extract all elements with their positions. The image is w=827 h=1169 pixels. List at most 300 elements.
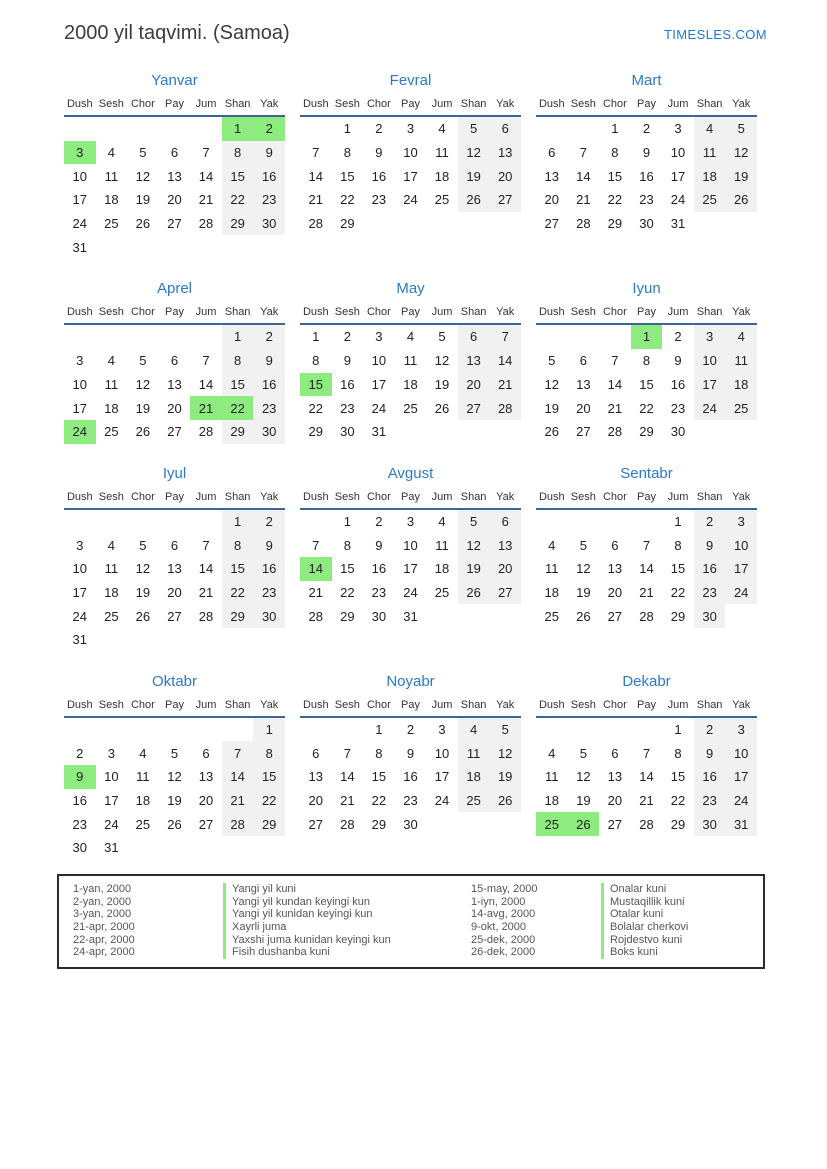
day-cell[interactable]: 20 bbox=[576, 400, 591, 416]
day-cell[interactable]: 21 bbox=[308, 584, 324, 600]
day-cell[interactable]: 7 bbox=[489, 324, 521, 349]
day-cell[interactable]: 14 bbox=[340, 769, 355, 785]
day-cell[interactable]: 26 bbox=[135, 216, 151, 232]
day-cell[interactable]: 24 bbox=[72, 608, 88, 624]
day-cell[interactable]: 3 bbox=[76, 353, 84, 369]
day-cell[interactable]: 24 bbox=[403, 192, 418, 208]
day-cell[interactable]: 8 bbox=[222, 533, 254, 557]
day-cell[interactable]: 10 bbox=[72, 168, 88, 184]
day-cell[interactable]: 31 bbox=[670, 216, 686, 232]
day-cell[interactable]: 25 bbox=[104, 216, 119, 232]
day-cell[interactable]: 20 bbox=[167, 400, 182, 416]
day-cell[interactable]: 31 bbox=[371, 424, 387, 440]
day-cell[interactable]: 5 bbox=[579, 537, 587, 553]
day-cell[interactable]: 14 bbox=[308, 168, 324, 184]
day-cell[interactable]: 1 bbox=[611, 121, 619, 137]
day-cell[interactable]: 2 bbox=[642, 121, 651, 137]
day-cell[interactable]: 26 bbox=[544, 424, 560, 440]
day-cell[interactable]: 24 bbox=[434, 793, 450, 809]
day-cell[interactable]: 9 bbox=[253, 533, 285, 557]
day-cell[interactable]: 27 bbox=[198, 816, 214, 832]
day-cell[interactable]: 29 bbox=[639, 424, 654, 440]
day-cell[interactable]: 9 bbox=[253, 349, 285, 373]
day-cell[interactable]: 27 bbox=[458, 396, 490, 420]
day-cell[interactable]: 19 bbox=[576, 793, 591, 809]
day-cell[interactable]: 22 bbox=[340, 192, 355, 208]
day-cell[interactable]: 4 bbox=[107, 353, 115, 369]
day-cell[interactable]: 22 bbox=[639, 400, 654, 416]
day-cell[interactable]: 7 bbox=[312, 537, 320, 553]
day-cell[interactable]: 8 bbox=[674, 537, 682, 553]
day-cell[interactable]: 4 bbox=[107, 537, 115, 553]
day-cell[interactable]: 24 bbox=[670, 192, 686, 208]
day-cell[interactable]: 10 bbox=[72, 561, 88, 577]
day-cell[interactable]: 6 bbox=[611, 745, 619, 761]
day-cell[interactable]: 14 bbox=[198, 561, 214, 577]
day-cell[interactable]: 15 bbox=[670, 769, 686, 785]
day-cell[interactable]: 29 bbox=[222, 420, 254, 444]
day-cell[interactable]: 28 bbox=[308, 216, 324, 232]
day-cell[interactable]: 25 bbox=[536, 812, 568, 836]
day-cell[interactable]: 1 bbox=[222, 509, 254, 534]
day-cell[interactable]: 3 bbox=[725, 509, 757, 534]
day-cell[interactable]: 11 bbox=[104, 376, 119, 392]
day-cell[interactable]: 24 bbox=[694, 396, 726, 420]
day-cell[interactable]: 22 bbox=[607, 192, 623, 208]
day-cell[interactable]: 8 bbox=[253, 741, 285, 765]
day-cell[interactable]: 30 bbox=[72, 840, 88, 856]
day-cell[interactable]: 5 bbox=[139, 145, 147, 161]
month-title[interactable]: Iyul bbox=[162, 464, 187, 482]
day-cell[interactable]: 11 bbox=[435, 537, 449, 553]
day-cell[interactable]: 11 bbox=[136, 769, 150, 785]
day-cell[interactable]: 30 bbox=[253, 420, 285, 444]
day-cell[interactable]: 22 bbox=[222, 188, 254, 212]
day-cell[interactable]: 7 bbox=[579, 145, 587, 161]
day-cell[interactable]: 7 bbox=[642, 745, 651, 761]
day-cell[interactable]: 29 bbox=[371, 816, 387, 832]
day-cell[interactable]: 18 bbox=[403, 376, 418, 392]
day-cell[interactable]: 13 bbox=[576, 376, 591, 392]
day-cell[interactable]: 3 bbox=[694, 324, 726, 349]
day-cell[interactable]: 10 bbox=[403, 537, 418, 553]
day-cell[interactable]: 10 bbox=[694, 349, 726, 373]
day-cell[interactable]: 6 bbox=[170, 145, 179, 161]
day-cell[interactable]: 16 bbox=[371, 168, 387, 184]
day-cell[interactable]: 23 bbox=[403, 793, 418, 809]
day-cell[interactable]: 5 bbox=[438, 329, 446, 345]
day-cell[interactable]: 20 bbox=[489, 164, 521, 188]
day-cell[interactable]: 27 bbox=[167, 216, 182, 232]
day-cell[interactable]: 17 bbox=[403, 168, 418, 184]
day-cell[interactable]: 3 bbox=[107, 745, 115, 761]
day-cell[interactable]: 29 bbox=[253, 812, 285, 836]
day-cell[interactable]: 29 bbox=[340, 608, 355, 624]
day-cell[interactable]: 10 bbox=[725, 533, 757, 557]
day-cell[interactable]: 9 bbox=[253, 141, 285, 165]
day-cell[interactable]: 3 bbox=[406, 121, 415, 137]
day-cell[interactable]: 4 bbox=[548, 745, 556, 761]
day-cell[interactable]: 8 bbox=[312, 353, 320, 369]
day-cell[interactable]: 29 bbox=[670, 608, 686, 624]
day-cell[interactable]: 2 bbox=[375, 121, 383, 137]
day-cell[interactable]: 3 bbox=[375, 329, 383, 345]
day-cell[interactable]: 27 bbox=[576, 424, 591, 440]
day-cell[interactable]: 18 bbox=[434, 561, 450, 577]
day-cell[interactable]: 20 bbox=[544, 192, 560, 208]
day-cell[interactable]: 23 bbox=[371, 192, 387, 208]
day-cell[interactable]: 26 bbox=[458, 581, 490, 605]
day-cell[interactable]: 26 bbox=[135, 424, 151, 440]
day-cell[interactable]: 27 bbox=[167, 424, 182, 440]
day-cell[interactable]: 13 bbox=[607, 561, 623, 577]
day-cell[interactable]: 5 bbox=[725, 116, 757, 141]
day-cell[interactable]: 15 bbox=[340, 168, 355, 184]
day-cell[interactable]: 11 bbox=[435, 145, 449, 161]
day-cell[interactable]: 26 bbox=[434, 400, 450, 416]
day-cell[interactable]: 5 bbox=[139, 353, 147, 369]
day-cell[interactable]: 20 bbox=[198, 793, 214, 809]
day-cell[interactable]: 6 bbox=[489, 509, 521, 534]
day-cell[interactable]: 10 bbox=[725, 741, 757, 765]
day-cell[interactable]: 16 bbox=[694, 557, 726, 581]
day-cell[interactable]: 12 bbox=[434, 353, 450, 369]
day-cell[interactable]: 9 bbox=[694, 533, 726, 557]
day-cell[interactable]: 13 bbox=[544, 168, 560, 184]
day-cell[interactable]: 31 bbox=[104, 840, 119, 856]
day-cell[interactable]: 24 bbox=[72, 216, 88, 232]
day-cell[interactable]: 1 bbox=[222, 116, 254, 141]
day-cell[interactable]: 2 bbox=[76, 745, 84, 761]
day-cell[interactable]: 11 bbox=[545, 769, 559, 785]
day-cell[interactable]: 25 bbox=[694, 188, 726, 212]
day-cell[interactable]: 24 bbox=[403, 584, 418, 600]
day-cell[interactable]: 4 bbox=[438, 513, 446, 529]
day-cell[interactable]: 14 bbox=[639, 561, 654, 577]
day-cell[interactable]: 27 bbox=[308, 816, 324, 832]
day-cell[interactable]: 9 bbox=[375, 145, 383, 161]
day-cell[interactable]: 24 bbox=[371, 400, 387, 416]
day-cell[interactable]: 4 bbox=[139, 745, 147, 761]
day-cell[interactable]: 14 bbox=[639, 769, 654, 785]
day-cell[interactable]: 11 bbox=[104, 561, 119, 577]
day-cell[interactable]: 17 bbox=[72, 400, 88, 416]
day-cell[interactable]: 7 bbox=[202, 145, 210, 161]
day-cell[interactable]: 2 bbox=[343, 329, 351, 345]
day-cell[interactable]: 6 bbox=[202, 745, 210, 761]
day-cell[interactable]: 25 bbox=[403, 400, 418, 416]
day-cell[interactable]: 30 bbox=[403, 816, 418, 832]
day-cell[interactable]: 30 bbox=[340, 424, 355, 440]
day-cell[interactable]: 3 bbox=[64, 141, 96, 165]
day-cell[interactable]: 6 bbox=[458, 324, 490, 349]
day-cell[interactable]: 31 bbox=[403, 608, 418, 624]
day-cell[interactable]: 30 bbox=[694, 604, 726, 628]
month-title[interactable]: May bbox=[396, 280, 425, 298]
day-cell[interactable]: 23 bbox=[253, 581, 285, 605]
day-cell[interactable]: 9 bbox=[674, 353, 682, 369]
day-cell[interactable]: 28 bbox=[639, 608, 654, 624]
day-cell[interactable]: 12 bbox=[725, 141, 757, 165]
day-cell[interactable]: 13 bbox=[167, 168, 182, 184]
day-cell[interactable]: 9 bbox=[375, 537, 383, 553]
day-cell[interactable]: 16 bbox=[253, 373, 285, 397]
day-cell[interactable]: 25 bbox=[135, 816, 151, 832]
day-cell[interactable]: 27 bbox=[489, 581, 521, 605]
day-cell[interactable]: 13 bbox=[607, 769, 623, 785]
day-cell[interactable]: 20 bbox=[607, 793, 623, 809]
day-cell[interactable]: 26 bbox=[568, 812, 600, 836]
day-cell[interactable]: 1 bbox=[222, 324, 254, 349]
day-cell[interactable]: 1 bbox=[674, 513, 682, 529]
day-cell[interactable]: 4 bbox=[694, 116, 726, 141]
day-cell[interactable]: 14 bbox=[300, 557, 332, 581]
day-cell[interactable]: 2 bbox=[253, 324, 285, 349]
day-cell[interactable]: 9 bbox=[64, 765, 96, 789]
day-cell[interactable]: 30 bbox=[253, 212, 285, 236]
day-cell[interactable]: 27 bbox=[607, 816, 623, 832]
day-cell[interactable]: 26 bbox=[489, 789, 521, 813]
day-cell[interactable]: 21 bbox=[222, 789, 254, 813]
day-cell[interactable]: 12 bbox=[167, 769, 182, 785]
day-cell[interactable]: 21 bbox=[190, 396, 222, 420]
day-cell[interactable]: 29 bbox=[670, 816, 686, 832]
day-cell[interactable]: 11 bbox=[403, 353, 418, 369]
day-cell[interactable]: 12 bbox=[458, 141, 490, 165]
day-cell[interactable]: 19 bbox=[135, 192, 151, 208]
day-cell[interactable]: 25 bbox=[725, 396, 757, 420]
day-cell[interactable]: 8 bbox=[642, 353, 651, 369]
day-cell[interactable]: 28 bbox=[576, 216, 591, 232]
day-cell[interactable]: 7 bbox=[611, 353, 619, 369]
day-cell[interactable]: 12 bbox=[458, 533, 490, 557]
day-cell[interactable]: 21 bbox=[198, 192, 214, 208]
day-cell[interactable]: 10 bbox=[72, 376, 88, 392]
day-cell[interactable]: 16 bbox=[253, 164, 285, 188]
day-cell[interactable]: 18 bbox=[104, 400, 119, 416]
day-cell[interactable]: 2 bbox=[406, 722, 415, 738]
day-cell[interactable]: 17 bbox=[403, 561, 418, 577]
day-cell[interactable]: 16 bbox=[340, 376, 355, 392]
day-cell[interactable]: 21 bbox=[308, 192, 324, 208]
site-link[interactable]: TIMESLES.COM bbox=[663, 27, 767, 42]
day-cell[interactable]: 13 bbox=[489, 533, 521, 557]
day-cell[interactable]: 29 bbox=[222, 604, 254, 628]
day-cell[interactable]: 16 bbox=[253, 557, 285, 581]
day-cell[interactable]: 26 bbox=[725, 188, 757, 212]
day-cell[interactable]: 11 bbox=[694, 141, 726, 165]
month-title[interactable]: Sentabr bbox=[620, 464, 673, 482]
day-cell[interactable]: 20 bbox=[607, 584, 623, 600]
day-cell[interactable]: 15 bbox=[639, 376, 654, 392]
day-cell[interactable]: 21 bbox=[607, 400, 623, 416]
day-cell[interactable]: 19 bbox=[434, 376, 450, 392]
day-cell[interactable]: 19 bbox=[135, 584, 151, 600]
day-cell[interactable]: 4 bbox=[458, 717, 490, 742]
day-cell[interactable]: 5 bbox=[458, 116, 490, 141]
day-cell[interactable]: 18 bbox=[694, 164, 726, 188]
day-cell[interactable]: 6 bbox=[489, 116, 521, 141]
month-title[interactable]: Mart bbox=[631, 72, 662, 89]
day-cell[interactable]: 12 bbox=[135, 561, 151, 577]
day-cell[interactable]: 7 bbox=[202, 353, 210, 369]
day-cell[interactable]: 25 bbox=[434, 584, 450, 600]
day-cell[interactable]: 12 bbox=[576, 561, 591, 577]
day-cell[interactable]: 5 bbox=[489, 717, 521, 742]
month-title[interactable]: Noyabr bbox=[386, 672, 435, 690]
day-cell[interactable]: 18 bbox=[544, 584, 560, 600]
day-cell[interactable]: 2 bbox=[694, 509, 726, 534]
day-cell[interactable]: 21 bbox=[340, 793, 355, 809]
day-cell[interactable]: 30 bbox=[670, 424, 686, 440]
day-cell[interactable]: 20 bbox=[167, 192, 182, 208]
day-cell[interactable]: 1 bbox=[343, 513, 351, 529]
day-cell[interactable]: 16 bbox=[670, 376, 686, 392]
day-cell[interactable]: 3 bbox=[76, 537, 84, 553]
day-cell[interactable]: 16 bbox=[72, 793, 88, 809]
day-cell[interactable]: 2 bbox=[694, 717, 726, 742]
day-cell[interactable]: 28 bbox=[198, 216, 214, 232]
day-cell[interactable]: 8 bbox=[611, 145, 619, 161]
day-cell[interactable]: 25 bbox=[104, 424, 119, 440]
month-title[interactable]: Dekabr bbox=[622, 672, 671, 690]
day-cell[interactable]: 19 bbox=[458, 557, 490, 581]
day-cell[interactable]: 8 bbox=[674, 745, 682, 761]
day-cell[interactable]: 19 bbox=[167, 793, 182, 809]
day-cell[interactable]: 14 bbox=[222, 765, 254, 789]
day-cell[interactable]: 21 bbox=[198, 584, 214, 600]
day-cell[interactable]: 2 bbox=[253, 509, 285, 534]
day-cell[interactable]: 15 bbox=[253, 765, 285, 789]
day-cell[interactable]: 4 bbox=[725, 324, 757, 349]
day-cell[interactable]: 30 bbox=[253, 604, 285, 628]
day-cell[interactable]: 19 bbox=[544, 400, 560, 416]
day-cell[interactable]: 7 bbox=[202, 537, 210, 553]
day-cell[interactable]: 24 bbox=[64, 420, 96, 444]
day-cell[interactable]: 15 bbox=[670, 561, 686, 577]
day-cell[interactable]: 23 bbox=[639, 192, 654, 208]
day-cell[interactable]: 24 bbox=[725, 789, 757, 813]
day-cell[interactable]: 27 bbox=[544, 216, 560, 232]
day-cell[interactable]: 17 bbox=[104, 793, 119, 809]
day-cell[interactable]: 11 bbox=[545, 561, 559, 577]
day-cell[interactable]: 2 bbox=[674, 329, 682, 345]
day-cell[interactable]: 8 bbox=[343, 537, 351, 553]
day-cell[interactable]: 18 bbox=[104, 584, 119, 600]
day-cell[interactable]: 20 bbox=[308, 793, 324, 809]
day-cell[interactable]: 22 bbox=[670, 793, 686, 809]
day-cell[interactable]: 23 bbox=[670, 400, 686, 416]
day-cell[interactable]: 18 bbox=[725, 373, 757, 397]
day-cell[interactable]: 28 bbox=[222, 812, 254, 836]
day-cell[interactable]: 25 bbox=[104, 608, 119, 624]
day-cell[interactable]: 17 bbox=[371, 376, 387, 392]
day-cell[interactable]: 22 bbox=[371, 793, 387, 809]
day-cell[interactable]: 15 bbox=[222, 373, 254, 397]
day-cell[interactable]: 17 bbox=[72, 192, 88, 208]
day-cell[interactable]: 27 bbox=[607, 608, 623, 624]
day-cell[interactable]: 21 bbox=[489, 373, 521, 397]
day-cell[interactable]: 31 bbox=[725, 812, 757, 836]
month-title[interactable]: Aprel bbox=[156, 280, 193, 298]
day-cell[interactable]: 6 bbox=[170, 353, 179, 369]
day-cell[interactable]: 18 bbox=[544, 793, 560, 809]
day-cell[interactable]: 15 bbox=[300, 373, 332, 397]
day-cell[interactable]: 20 bbox=[458, 373, 490, 397]
day-cell[interactable]: 22 bbox=[670, 584, 686, 600]
day-cell[interactable]: 14 bbox=[607, 376, 623, 392]
day-cell[interactable]: 25 bbox=[458, 789, 490, 813]
day-cell[interactable]: 5 bbox=[548, 353, 556, 369]
day-cell[interactable]: 12 bbox=[489, 741, 521, 765]
day-cell[interactable]: 5 bbox=[579, 745, 587, 761]
month-title[interactable]: Yanvar bbox=[151, 72, 198, 89]
day-cell[interactable]: 31 bbox=[72, 239, 88, 255]
day-cell[interactable]: 9 bbox=[694, 741, 726, 765]
day-cell[interactable]: 12 bbox=[135, 376, 151, 392]
day-cell[interactable]: 14 bbox=[576, 168, 591, 184]
day-cell[interactable]: 1 bbox=[375, 722, 383, 738]
day-cell[interactable]: 17 bbox=[434, 769, 450, 785]
day-cell[interactable]: 19 bbox=[489, 765, 521, 789]
day-cell[interactable]: 23 bbox=[694, 789, 726, 813]
day-cell[interactable]: 1 bbox=[253, 717, 285, 742]
day-cell[interactable]: 21 bbox=[639, 584, 654, 600]
day-cell[interactable]: 19 bbox=[576, 584, 591, 600]
day-cell[interactable]: 17 bbox=[72, 584, 88, 600]
day-cell[interactable]: 23 bbox=[253, 396, 285, 420]
day-cell[interactable]: 20 bbox=[167, 584, 182, 600]
day-cell[interactable]: 1 bbox=[343, 121, 351, 137]
day-cell[interactable]: 1 bbox=[674, 722, 682, 738]
day-cell[interactable]: 28 bbox=[639, 816, 654, 832]
day-cell[interactable]: 24 bbox=[725, 581, 757, 605]
day-cell[interactable]: 6 bbox=[548, 145, 556, 161]
day-cell[interactable]: 7 bbox=[312, 145, 320, 161]
day-cell[interactable]: 5 bbox=[170, 745, 179, 761]
day-cell[interactable]: 18 bbox=[434, 168, 450, 184]
day-cell[interactable]: 23 bbox=[72, 816, 88, 832]
day-cell[interactable]: 21 bbox=[639, 793, 654, 809]
day-cell[interactable]: 13 bbox=[489, 141, 521, 165]
month-title[interactable]: Fevral bbox=[389, 72, 432, 89]
day-cell[interactable]: 5 bbox=[458, 509, 490, 534]
day-cell[interactable]: 14 bbox=[198, 376, 214, 392]
day-cell[interactable]: 3 bbox=[674, 121, 682, 137]
day-cell[interactable]: 23 bbox=[694, 581, 726, 605]
day-cell[interactable]: 27 bbox=[489, 188, 521, 212]
day-cell[interactable]: 11 bbox=[458, 741, 490, 765]
day-cell[interactable]: 29 bbox=[340, 216, 355, 232]
day-cell[interactable]: 31 bbox=[72, 632, 88, 648]
day-cell[interactable]: 26 bbox=[135, 608, 151, 624]
day-cell[interactable]: 28 bbox=[489, 396, 521, 420]
day-cell[interactable]: 10 bbox=[670, 145, 686, 161]
day-cell[interactable]: 6 bbox=[579, 353, 587, 369]
day-cell[interactable]: 3 bbox=[406, 513, 415, 529]
day-cell[interactable]: 23 bbox=[340, 400, 355, 416]
day-cell[interactable]: 27 bbox=[167, 608, 182, 624]
day-cell[interactable]: 9 bbox=[343, 353, 351, 369]
day-cell[interactable]: 19 bbox=[458, 164, 490, 188]
day-cell[interactable]: 10 bbox=[104, 769, 119, 785]
day-cell[interactable]: 3 bbox=[725, 717, 757, 742]
day-cell[interactable]: 13 bbox=[167, 376, 182, 392]
day-cell[interactable]: 12 bbox=[544, 376, 560, 392]
day-cell[interactable]: 22 bbox=[222, 581, 254, 605]
day-cell[interactable]: 28 bbox=[198, 424, 214, 440]
month-title[interactable]: Avgust bbox=[387, 464, 434, 482]
